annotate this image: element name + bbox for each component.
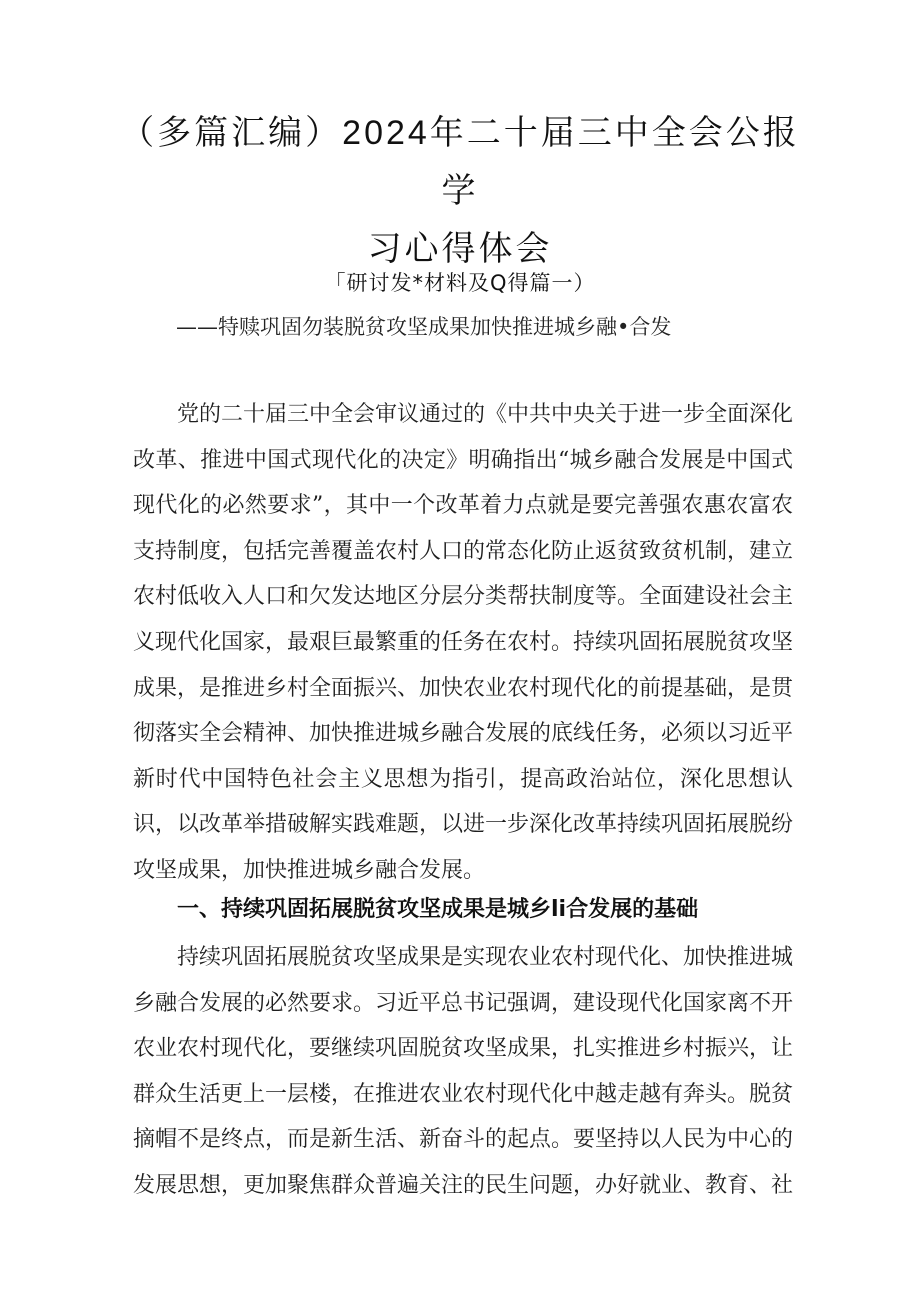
article-subtitle: ——特赎巩固勿装脱贫攻坚成果加快推进城乡融•合发	[176, 315, 672, 339]
document-title-line-1: （多篇汇编）2024年二十届三中全会公报学	[120, 114, 800, 210]
body-paragraph-1: 党的二十届三中全会审议通过的《中共中央关于进一步全面深化改革、推进中国式现代化的决定》明确指出“城乡融合发展是中国式现代化的必然要求”，其中一个改革着力点就是要完善强农惠农富农支持制度，包括完善覆盖农村人口的常态化防止返贫致贫机制，建立农村低收入人口和欠发达地区分层分类帮扶制度等。全面建设社会主义现代化国家，最艰巨最繁重的任务在农村。持续巩固拓展脱贫攻坚成果，是推进乡村全面振兴、加快农业农村现代化的前提基础，是贯彻落实全会精神、加快推进城乡融合发展的底线任务，必须以习近平新时代中国特色社会主义思想为指引，提高政治站位，深化思想认识，以改革举措破解实践难题，以进一步深化改革持续巩固拓展脱纷攻坚成果，加快推进城乡融合发展。	[133, 402, 794, 883]
section-heading-1: 一、持续巩固拓展脱贫攻坚成果是城乡li合发展的基础	[177, 897, 699, 922]
section-tag: 「研讨发*材料及Q得篇一）	[324, 271, 596, 295]
document-title-line-2: 习心得体会	[367, 230, 553, 268]
document-title	[120, 104, 800, 278]
body-paragraph-2: 持续巩固拓展脱贫攻坚成果是实现农业农村现代化、加快推进城乡融合发展的必然要求。习近平总书记强调，建设现代化国家离不开农业农村现代化，要继续巩固脱贫攻坚成果，扎实推进乡村振兴，让群众生活更上一层楼，在推进农业农村现代化中越走越有奔头。脱贫摘帽不是终点，而是新生活、新奋斗的起点。要坚持以人民为中心的发展思想，更加聚焦群众普遍关注的民生问题，办好就业、教育、社	[133, 945, 794, 1198]
